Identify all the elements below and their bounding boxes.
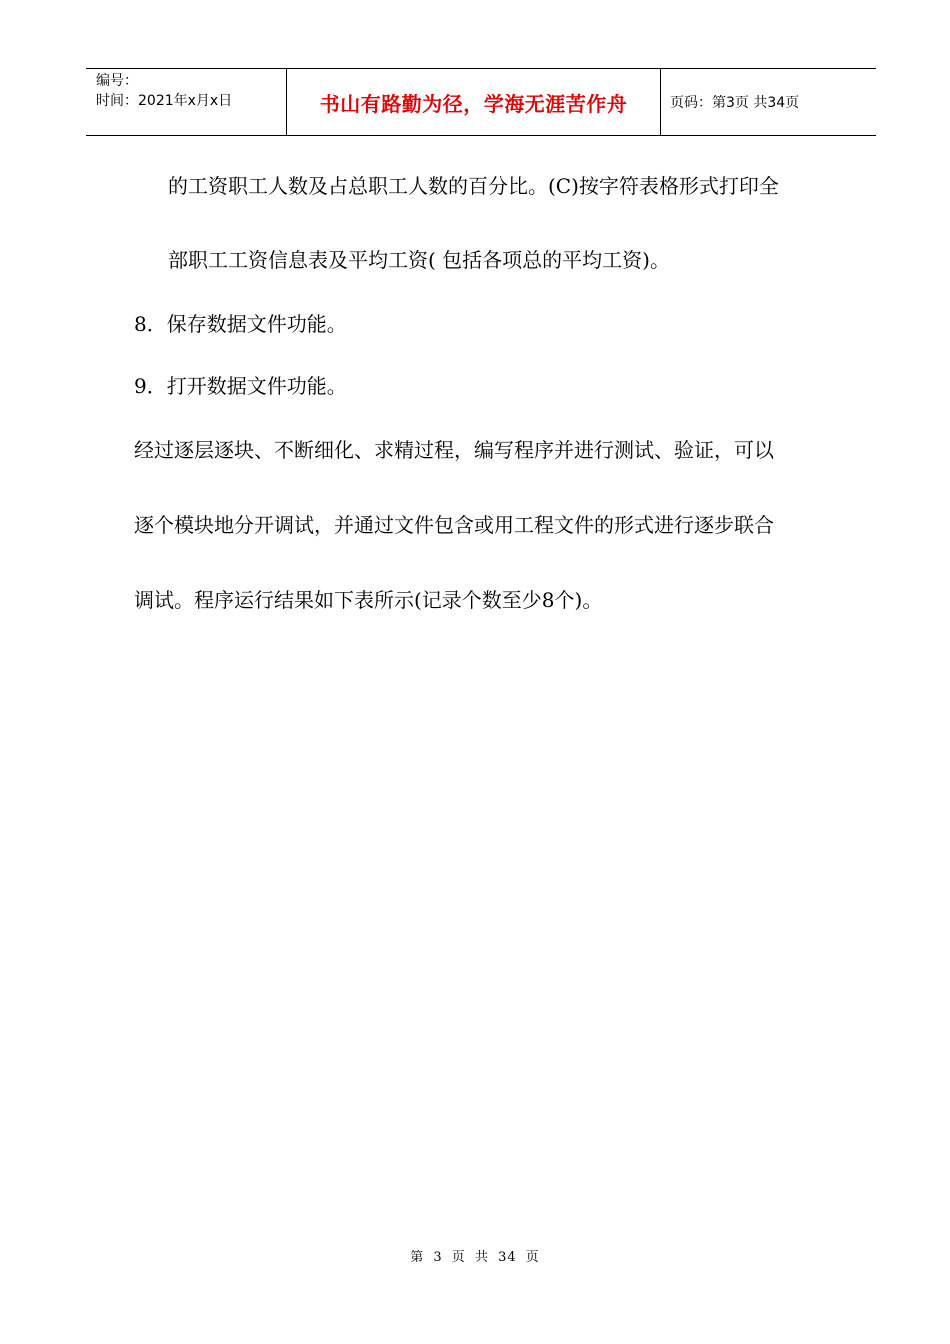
header-page-cell: [661, 69, 876, 135]
footer-total-word: 页: [525, 1250, 540, 1265]
page-header: [86, 68, 876, 136]
body-line-1: 的工资职工人数及占总职工人数的百分比。(C)按字符表格形式打印全: [168, 174, 779, 198]
serial-number-label: 编号：: [96, 73, 138, 89]
list-item-8: 8．保存数据文件功能。: [134, 312, 347, 336]
time-label: 时间：2021年x月x日: [96, 93, 233, 109]
footer-total-pages: 34: [498, 1250, 517, 1265]
body-line-6: 逐个模块地分开调试，并通过文件包含或用工程文件的形式进行逐步联合: [134, 513, 774, 537]
body-line-7: 调试。程序运行结果如下表所示(记录个数至少8个)。: [134, 588, 603, 612]
body-line-2: 部职工工资信息表及平均工资( 包括各项总的平均工资)。: [168, 248, 670, 272]
page-footer: [0, 1246, 950, 1265]
motto-text: 书山有路勤为径，学海无涯苦作舟: [319, 91, 628, 116]
footer-prefix: 第: [410, 1250, 425, 1265]
list-item-9: 9．打开数据文件功能。: [134, 374, 347, 398]
footer-page-number: 3: [433, 1250, 443, 1265]
page-info: 页码：第3页 共34页: [670, 95, 800, 111]
footer-total-prefix: 共: [474, 1250, 489, 1265]
header-motto-cell: [287, 69, 661, 135]
footer-page-word: 页: [451, 1250, 466, 1265]
header-meta-cell: [86, 69, 287, 135]
body-line-5: 经过逐层逐块、不断细化、求精过程，编写程序并进行测试、验证，可以: [134, 438, 774, 462]
